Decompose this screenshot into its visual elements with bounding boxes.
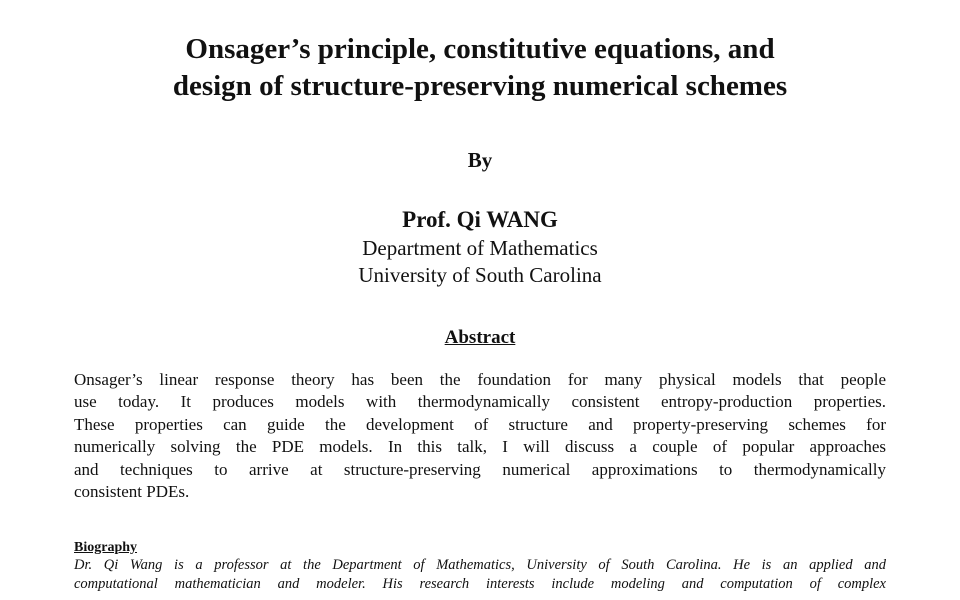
abstract-heading: Abstract	[444, 327, 516, 348]
title-line: design of structure-preserving numerical schemes	[172, 70, 788, 102]
speaker-department: Department of Mathematics	[362, 236, 598, 260]
abstract-text	[74, 369, 886, 503]
speaker-university: University of South Carolina	[358, 263, 602, 287]
biography-text	[74, 556, 886, 594]
biography-line: Dr. Qi Wang is a professor at the Department of Mathematics, University of South Carolina. He is an applied and	[74, 557, 886, 573]
abstract-line: consistent PDEs.	[74, 482, 190, 502]
speaker-block	[0, 205, 960, 289]
abstract-line: use today. It produces models with thermodynamically consistent entropy-production properties.	[74, 392, 886, 412]
document-title	[0, 31, 960, 105]
speaker-name: Prof. Qi WANG	[402, 207, 558, 232]
abstract-line: and techniques to arrive at structure-preserving numerical approximations to thermodynamically	[74, 459, 886, 479]
abstract-line: numerically solving the PDE models. In this talk, I will discuss a couple of popular approaches	[74, 437, 886, 457]
by-label: By	[467, 148, 493, 172]
abstract-line: These properties can guide the development of structure and property-preserving schemes for	[74, 414, 886, 434]
abstract-line: Onsager’s linear response theory has been the foundation for many physical models that people	[74, 370, 886, 389]
title-line: Onsager’s principle, constitutive equations, and	[185, 33, 775, 65]
biography-heading: Biography	[74, 540, 138, 555]
biography-line: computational mathematician and modeler. His research interests include modeling and computation of complex	[74, 576, 886, 592]
